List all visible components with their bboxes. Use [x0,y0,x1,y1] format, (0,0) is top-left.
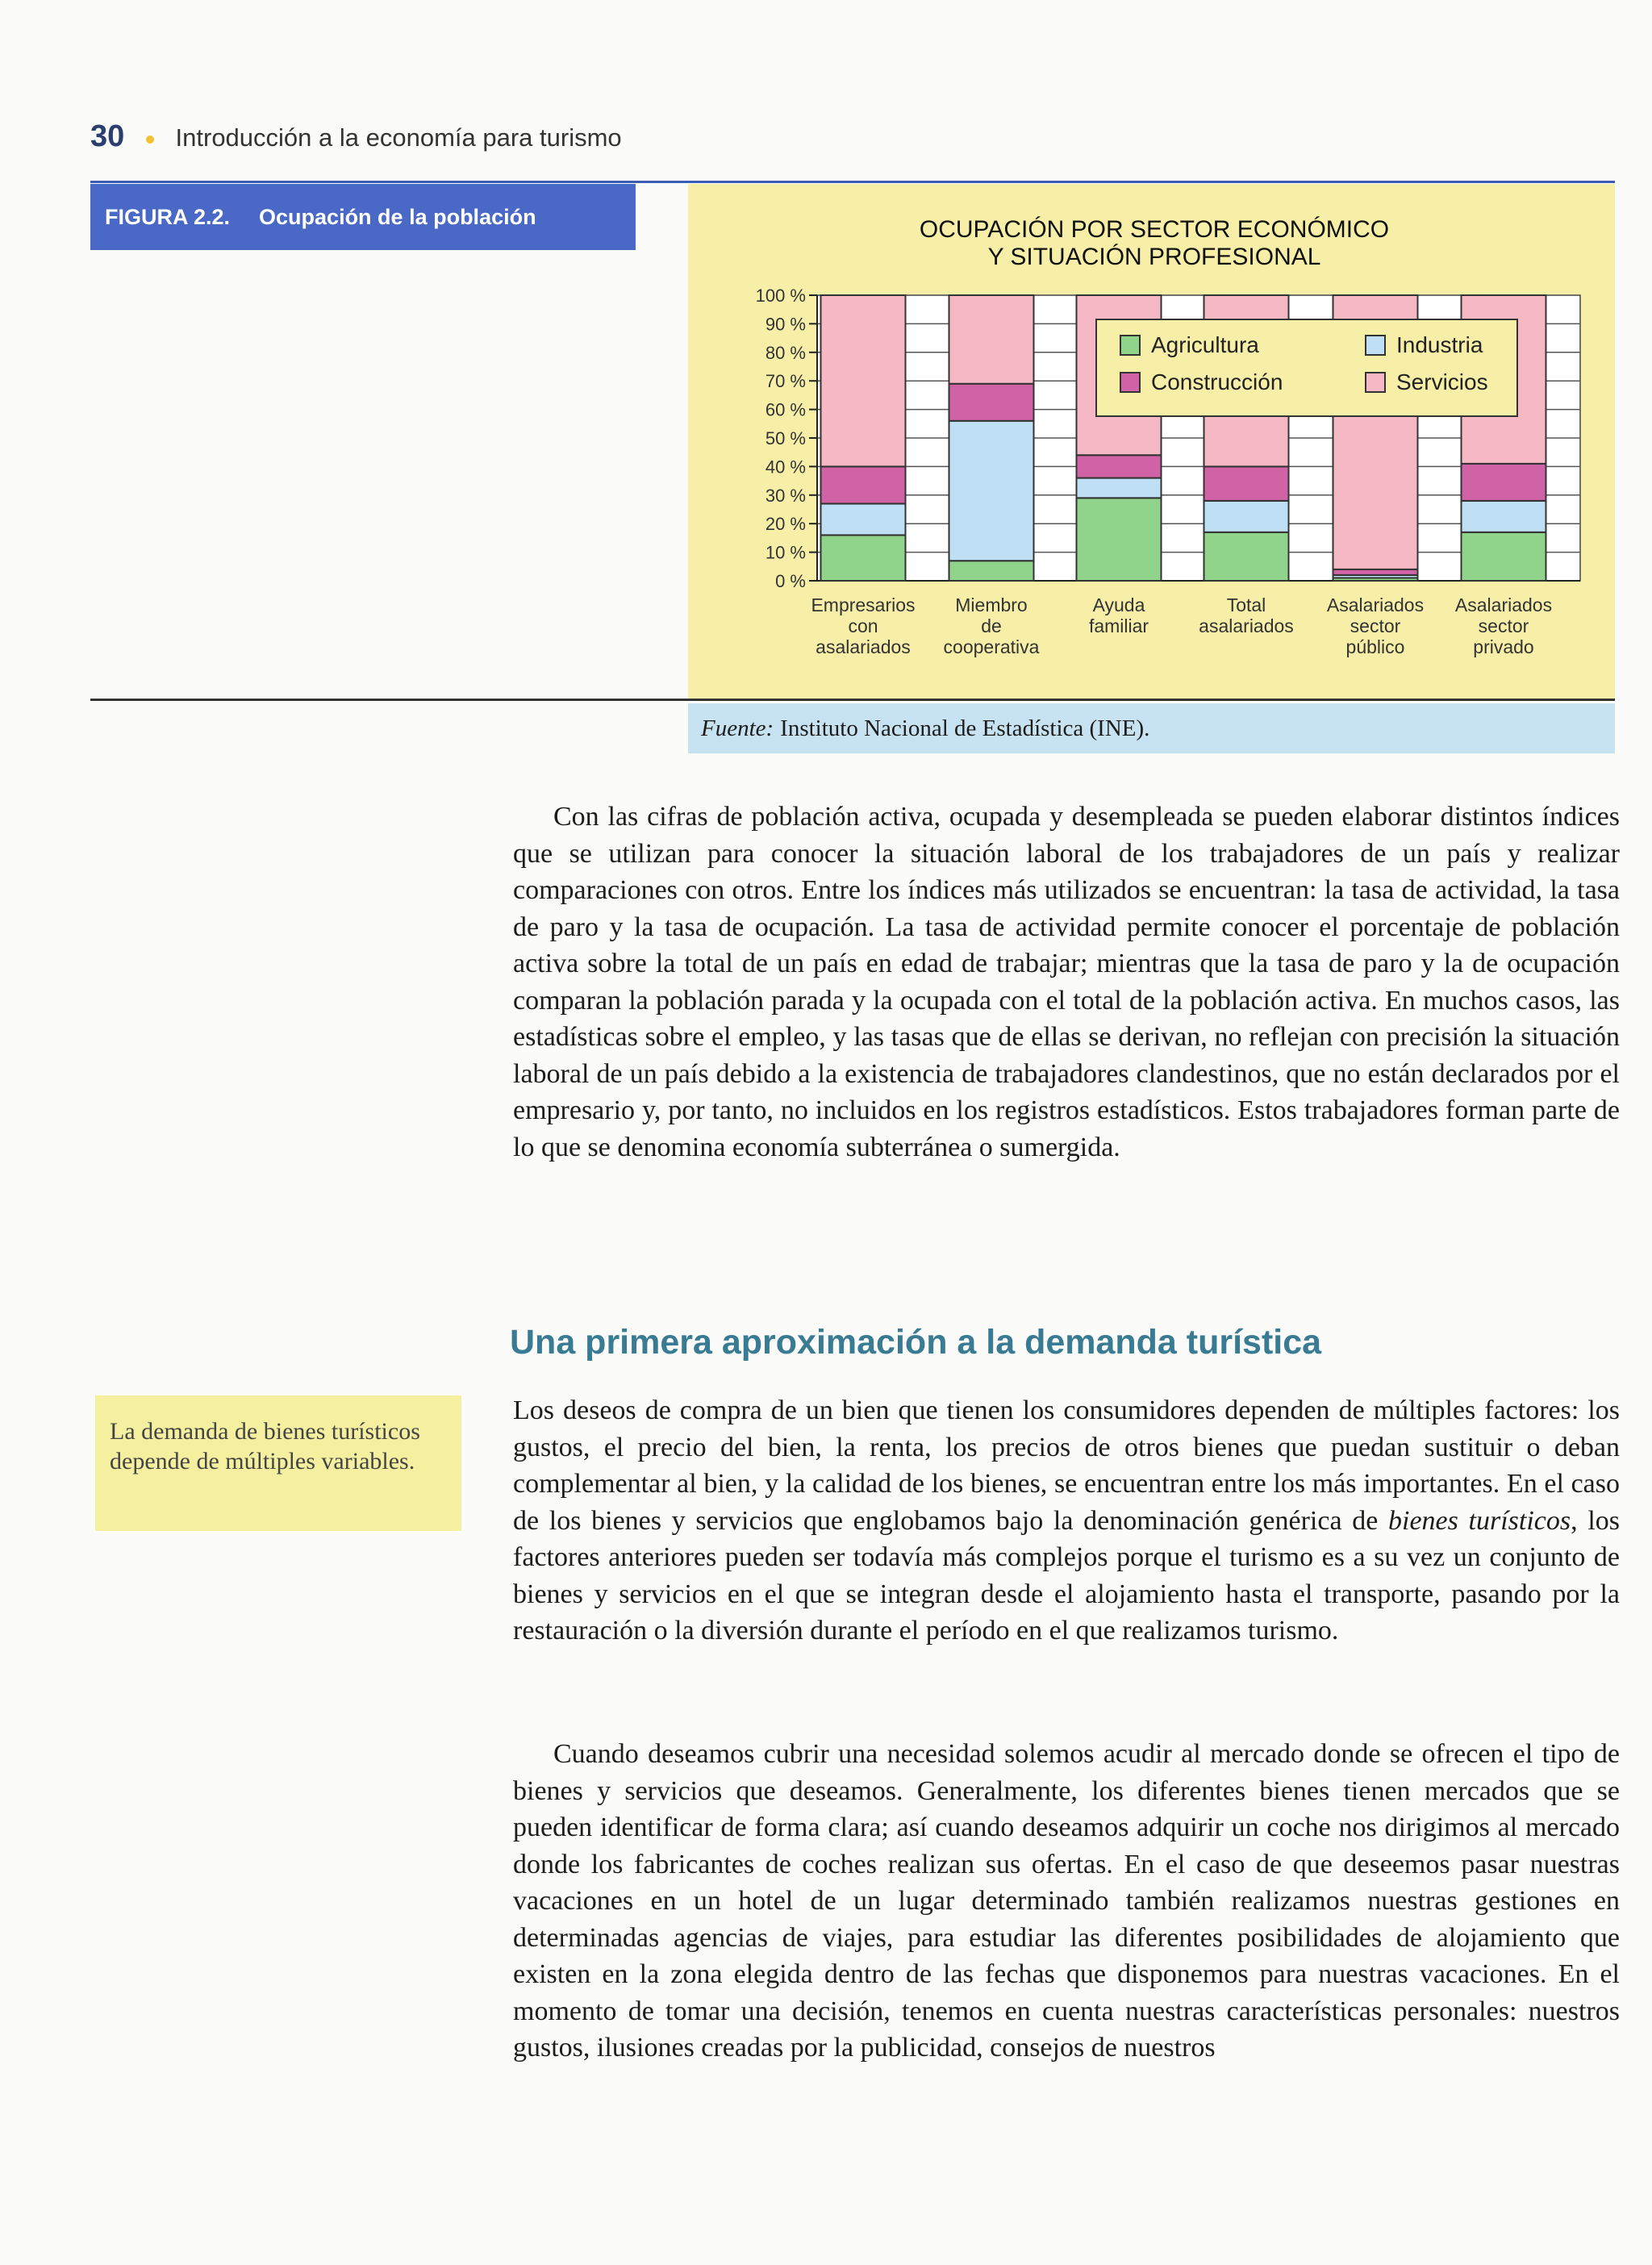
bar-segment [821,535,906,581]
bar-segment [1333,569,1418,575]
bar-segment [1462,532,1546,581]
paragraph-demand-part2: , los factores anteriores pueden ser todavía más complejos porque el turismo es a su vez un conjunto de bienes y servicios en el que se integran desde el alojamiento hasta el transporte, pasando por la restauración o la diversión durante el período en el que realizamos turismo. [513,1505,1621,1646]
bar-segment [1204,466,1289,500]
figure-bottom-rule [90,699,1615,701]
legend-swatch [1366,336,1385,355]
page-number: 30 [90,119,125,153]
chart-title-line: Y SITUACIÓN PROFESIONAL [987,244,1321,270]
legend-swatch [1366,373,1385,392]
paragraph-indices: Con las cifras de población activa, ocupada y desempleada se pueden elaborar distintos índices que se utilizan para conocer la situación laboral de los trabajadores de un país y realizar comparaciones con otros. Entre los índices más utilizados se encuentran: la tasa de actividad, la tasa de paro y la tasa de ocupación. La tasa de actividad permite conocer el porcentaje de población activa sobre la total de un país en edad de trabajar; mientras que la tasa de paro y la de ocupación comparan la población parada y la ocupada con el total de la población activa. En muchos casos, las estadísticas sobre el empleo, y las tasas que de ellas se derivan, no reflejan con precisión la situación laboral de un país debido a la existencia de trabajadores clandestinos, que no están declarados por el empresario y, por tanto, no incluidos en los registros estadísticos. Estos trabajadores forman parte de lo que se denomina economía subterránea o sumergida. [513,802,1620,1162]
section-heading: Una primera aproximación a la demanda turística [510,1323,1322,1362]
category-label: con [848,615,878,636]
bar-segment [1077,455,1162,478]
margin-note: La demanda de bienes turísticos depende de múltiples variables. [95,1395,461,1531]
legend-label: Industria [1396,332,1483,357]
legend-swatch [1120,336,1140,355]
y-tick-label: 100 % [755,286,806,306]
figure-label [90,184,636,250]
legend-label: Agricultura [1151,332,1259,357]
bullet-dot [146,136,154,144]
y-tick-label: 0 % [775,571,806,591]
y-tick-label: 70 % [765,371,806,392]
source-text: Instituto Nacional de Estadística (INE). [780,715,1150,741]
bar-segment [949,295,1034,384]
category-label: Total [1226,594,1266,615]
bar-segment [1077,498,1162,581]
running-header [90,119,622,154]
stacked-bar-chart [688,184,1615,699]
bar-segment [1462,464,1546,501]
running-title: Introducción a la economía para turismo [175,123,622,152]
bar-segment [821,503,906,535]
bar-segment [1204,532,1289,581]
bar-segment [821,466,906,503]
source-label: Fuente: [701,715,774,741]
y-tick-label: 50 % [765,428,806,448]
y-tick-label: 80 % [765,342,806,363]
paragraph-demand-italic: bienes turísticos [1388,1505,1571,1536]
bar-segment [821,295,906,466]
bar-segment [1462,501,1546,532]
category-label: privado [1473,636,1534,657]
bar-segment [949,384,1034,421]
bar-segment [949,421,1034,561]
y-tick-label: 20 % [765,514,806,535]
figure-source [688,703,1615,753]
bar-segment [1077,478,1162,498]
category-label: asalariados [816,636,911,657]
bar-segment [1204,501,1289,532]
figure-top-rule [90,181,1615,183]
category-label: Asalariados [1326,594,1425,615]
y-tick-label: 60 % [765,399,806,420]
paragraph-market: Cuando deseamos cubrir una necesidad solemos acudir al mercado donde se ofrecen el tipo de bienes y servicios que deseamos. Generalmente, los diferentes bienes tienen mercados que se pueden identificar de forma clara; así cuando deseamos adquirir un coche nos dirigimos al mercado donde los fabricantes de coches realizan sus ofertas. En el caso de que deseemos pasar nuestras vacaciones en un hotel de un lugar determinado también realizamos nuestras gestiones en determinadas agencias de viajes, para estudiar las diferentes posibilidades de alojamiento que existen en la zona elegida dentro de las fechas que disponemos para nuestras vacaciones. En el momento de tomar una decisión, tenemos en cuenta nuestras características personales: nuestros gustos, ilusiones creadas por la publicidad, consejos de nuestros [513,1739,1620,2063]
figure-title: Ocupación de la población [259,204,536,229]
y-tick-label: 90 % [765,314,806,335]
category-label: de [981,615,1002,636]
chart-title-line: OCUPACIÓN POR SECTOR ECONÓMICO [919,216,1390,243]
y-tick-label: 40 % [765,457,806,478]
paragraph-demand-part1: Los deseos de compra de un bien que tienen los consumidores dependen de múltiples factores: los gustos, el precio del bien, la renta, los precios de otros bienes que puedan sustituir o deban complementar al bien, y la calidad de los bienes, se encuentran entre los más importantes. En el caso de los bienes y servicios que englobamos bajo la denominación genérica de [513,1395,1620,1536]
paragraph-demand [513,1392,1620,1650]
legend-label: Servicios [1396,369,1488,394]
category-label: sector [1478,615,1529,636]
figure-number: FIGURA 2.2. [105,204,231,229]
category-label: asalariados [1199,615,1294,636]
chart-panel [688,184,1615,699]
category-label: público [1345,636,1405,657]
category-label: familiar [1088,615,1149,636]
legend-swatch [1120,373,1140,392]
category-label: Asalariados [1454,594,1553,615]
category-label: cooperativa [943,636,1040,657]
y-tick-label: 30 % [765,485,806,506]
category-label: Ayuda [1092,594,1145,615]
category-label: Empresarios [811,594,916,615]
y-tick-label: 10 % [765,542,806,563]
legend-label: Construcción [1151,369,1283,394]
category-label: sector [1350,615,1401,636]
bar-segment [949,561,1034,581]
category-label: Miembro [955,594,1028,615]
